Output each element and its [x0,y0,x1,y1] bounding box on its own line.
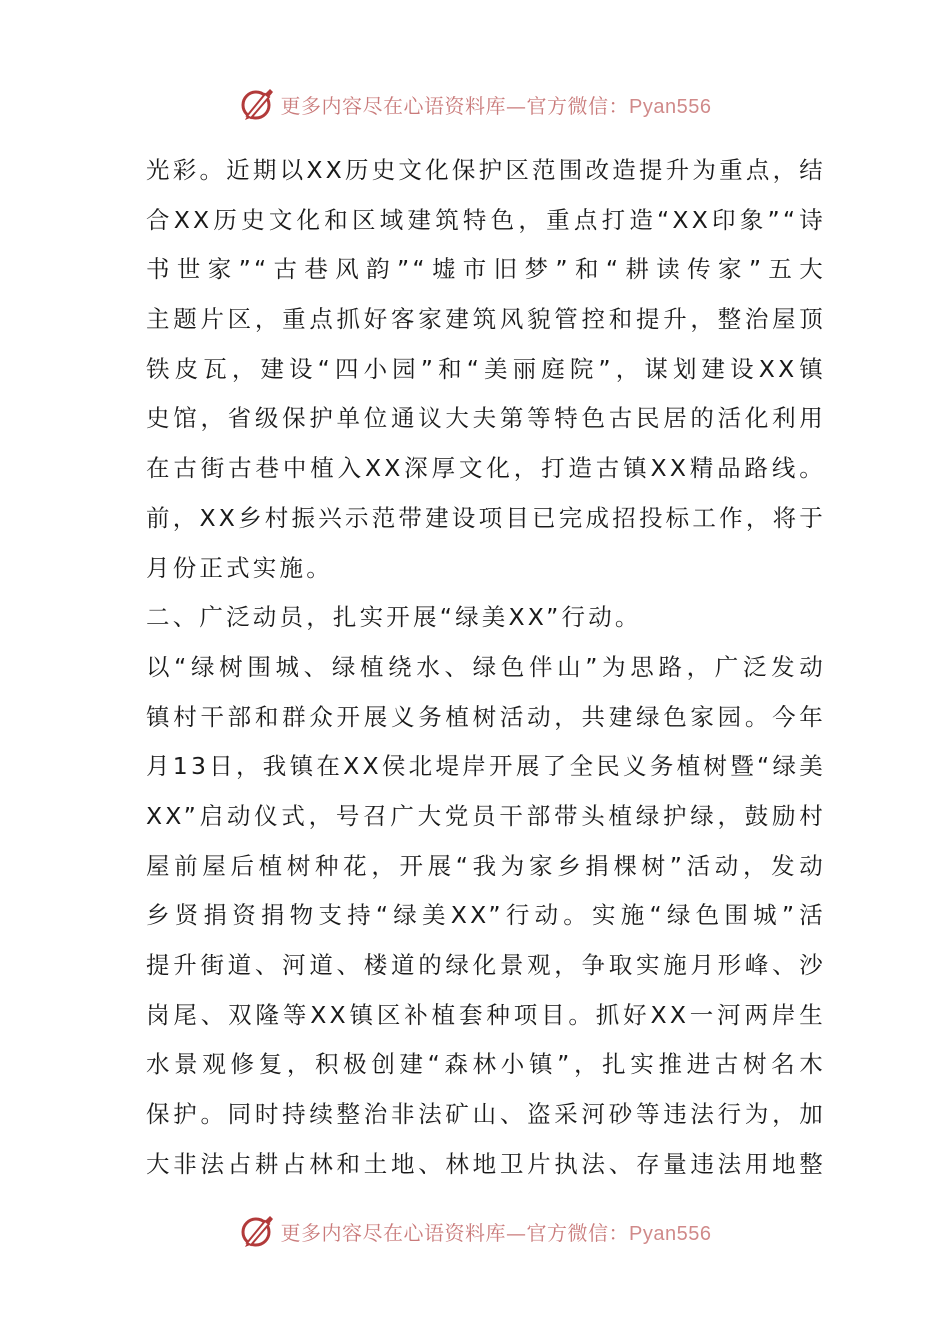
text-line: 保护。同时持续整治非法矿山、盗采河砂等违法行为，加 [146,1100,826,1129]
text-line: 乡贤捐资捐物支持“绿美XX”行动。实施“绿色围城”活 [146,901,826,930]
text-line: 月份正式实施。 [146,553,333,582]
header-watermark [0,84,950,124]
watermark-wechat-id: Pyan556 [629,1222,712,1245]
footer-watermark [0,1211,950,1251]
text-line: 镇村干部和群众开展义务植树活动，共建绿色家园。今年 [146,702,826,731]
watermark-text [281,90,712,119]
text-line: 岗尾、双隆等XX镇区补植套种项目。抓好XX一河两岸生 [146,1000,826,1029]
watermark-prefix: 更多内容尽在心语资料库—官方微信： [280,93,630,118]
text-line: 史馆，省级保护单位通议大夫第等特色古民居的活化利用 [146,404,826,433]
text-line: 以“绿树围城、绿植绕水、绿色伴山”为思路，广泛发动 [146,652,826,681]
pen-logo-icon [239,86,275,122]
text-line: 主题片区，重点抓好客家建筑风貌管控和提升，整治屋顶 [146,305,826,334]
text-line: 书世家”“古巷风韵”“墟市旧梦”和“耕读传家”五大 [146,255,826,284]
text-line: 在古街古巷中植入XX深厚文化，打造古镇XX精品路线。 [146,454,826,483]
text-line: 铁皮瓦，建设“四小园”和“美丽庭院”，谋划建设XX镇 [146,354,826,383]
section-heading: 二、广泛动员，扎实开展“绿美XX”行动。 [146,603,642,632]
text-line: 屋前屋后植树种花，开展“我为家乡捐棵树”活动，发动 [146,851,826,880]
document-body [146,146,826,1189]
watermark-wechat-id: Pyan556 [629,95,712,118]
text-line: 前，XX乡村振兴示范带建设项目已完成招投标工作，将于 [146,503,826,532]
text-line: 提升街道、河道、楼道的绿化景观，争取实施月形峰、沙 [146,951,826,979]
text-line: 大非法占耕占林和土地、林地卫片执法、存量违法用地整 [146,1149,826,1178]
text-line: 光彩。近期以XX历史文化保护区范围改造提升为重点，结 [146,156,826,184]
pen-logo-icon [239,1213,275,1249]
watermark-text [281,1217,712,1246]
text-line: 水景观修复，积极创建“森林小镇”，扎实推进古树名木 [146,1050,826,1079]
text-line: 月13日，我镇在XX侯北堤岸开展了全民义务植树暨“绿美 [146,752,826,781]
text-line: 合XX历史文化和区域建筑特色，重点打造“XX印象”“诗 [146,205,826,234]
text-line: XX”启动仪式，号召广大党员干部带头植绿护绿，鼓励村 [146,801,826,830]
watermark-prefix: 更多内容尽在心语资料库—官方微信： [280,1220,630,1245]
